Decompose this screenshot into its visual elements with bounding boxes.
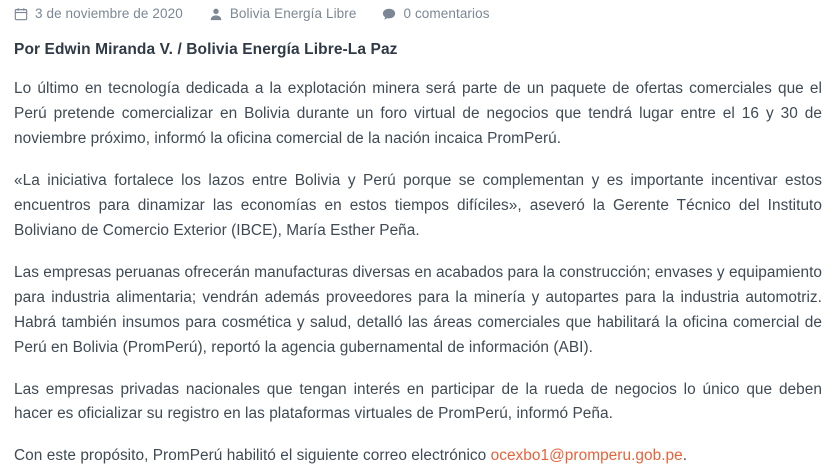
email-link[interactable]: ocexbo1@promperu.gob.pe: [490, 447, 683, 465]
article-body: [0, 41, 836, 469]
calendar-icon: [14, 7, 28, 21]
meta-comments-label: 0 comentarios: [403, 6, 490, 21]
comment-icon: [382, 7, 396, 21]
article-paragraph: Lo último en tecnología dedicada a la explotación minera será parte de un paquete de ofertas comerciales que el Perú pretende comercializar en Bolivia durante un foro virtual de negocios que tendrá lugar entre el 16 y 30 de noviembre próximo, informó la oficina comercial de la nación incaica PromPerú.: [14, 80, 822, 147]
article-paragraph: Las empresas peruanas ofrecerán manufacturas diversas en acabados para la construcción; envases y equipamiento para industria alimentaria; vendrán además proveedores para la minería y autopartes para la industria automotriz. Habrá también insumos para cosmética y salud, detalló las áreas comerciales que habilitará la oficina comercial de Perú en Bolivia (PromPerú), reportó la agencia gubernamental de información (ABI).: [14, 263, 822, 356]
article-paragraph: «La iniciativa fortalece los lazos entre Bolivia y Perú porque se complementan y es importante incentivar estos encuentros para dinamizar las economías en estos tiempos difíciles», aseveró la Gerente Técnico del Instituto Boliviano de Comercio Exterior (IBCE), María Esther Peña.: [14, 171, 822, 239]
meta-author: [209, 6, 357, 21]
meta-comments: [382, 6, 489, 21]
article-meta: [0, 0, 836, 21]
article-paragraph-with-link: [14, 444, 822, 469]
meta-author-label: Bolivia Energía Libre: [229, 6, 357, 21]
paragraph-text-before-link: Con este propósito, PromPerú habilitó el siguiente correo electrónico: [14, 447, 491, 465]
article-byline: Por Edwin Miranda V. / Bolivia Energía Libre-La Paz: [14, 41, 398, 58]
user-icon: [209, 7, 223, 21]
meta-date-label: 3 de noviembre de 2020: [35, 6, 183, 21]
article-paragraph: Las empresas privadas nacionales que tengan interés en participar de la rueda de negocios lo único que deben hacer es oficializar su registro en las plataformas virtuales de PromPerú, informó Peña.: [14, 380, 822, 423]
meta-date: [14, 6, 183, 21]
paragraph-text-after-link: .: [682, 447, 688, 465]
